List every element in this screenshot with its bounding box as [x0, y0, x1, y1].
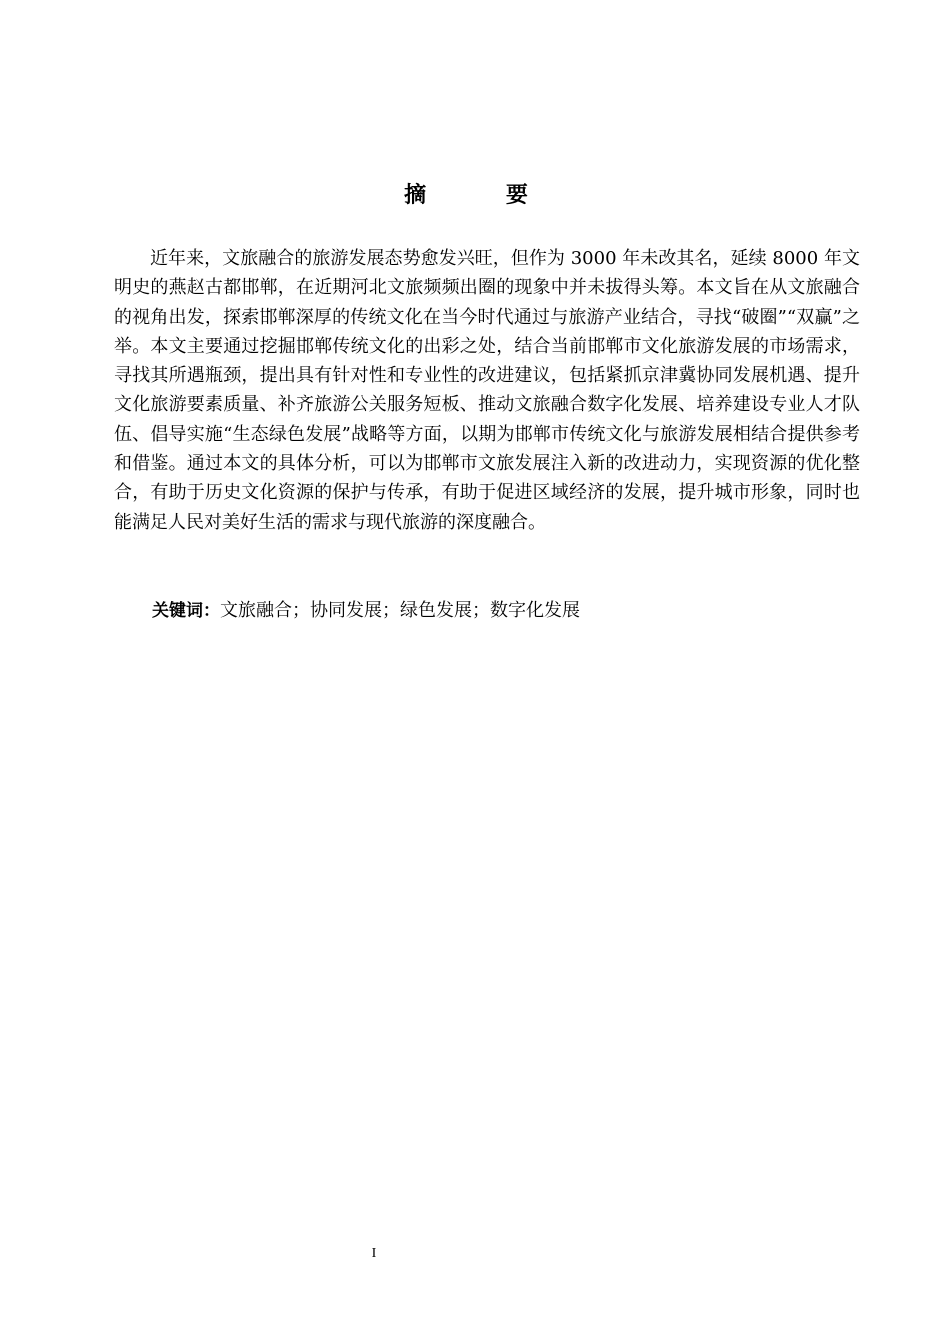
keywords-label: 关键词：: [152, 601, 220, 621]
page-number: I: [371, 1246, 377, 1261]
abstract-title: 摘 要: [404, 183, 564, 208]
keywords-line: [152, 596, 580, 626]
keywords-list: 文旅融合；协同发展；绿色发展；数字化发展: [220, 600, 580, 621]
abstract-body: 近年来，文旅融合的旅游发展态势愈发兴旺，但作为 3000 年未改其名，延续 8000 年文明史的燕赵古都邯郸，在近期河北文旅频频出圈的现象中并未拔得头筹。本文旨在从文旅融合的视角出发，探索邯郸深厚的传统文化在当今时代通过与旅游产业结合，寻找“破圈”“双赢”之举。本文主要通过挖掘邯郸传统文化的出彩之处，结合当前邯郸市文化旅游发展的市场需求，寻找其所遇瓶颈，提出具有针对性和专业性的改进建议，包括紧抓京津冀协同发展机遇、提升文化旅游要素质量、补齐旅游公关服务短板、推动文旅融合数字化发展、培养建设专业人才队伍、倡导实施“生态绿色发展”战略等方面，以期为邯郸市传统文化与旅游发展相结合提供参考和借鉴。通过本文的具体分析，可以为邯郸市文旅发展注入新的改进动力，实现资源的优化整合，有助于历史文化资源的保护与传承，有助于促进区域经济的发展，提升城市形象，同时也能满足人民对美好生活的需求与现代旅游的深度融合。: [114, 248, 860, 533]
